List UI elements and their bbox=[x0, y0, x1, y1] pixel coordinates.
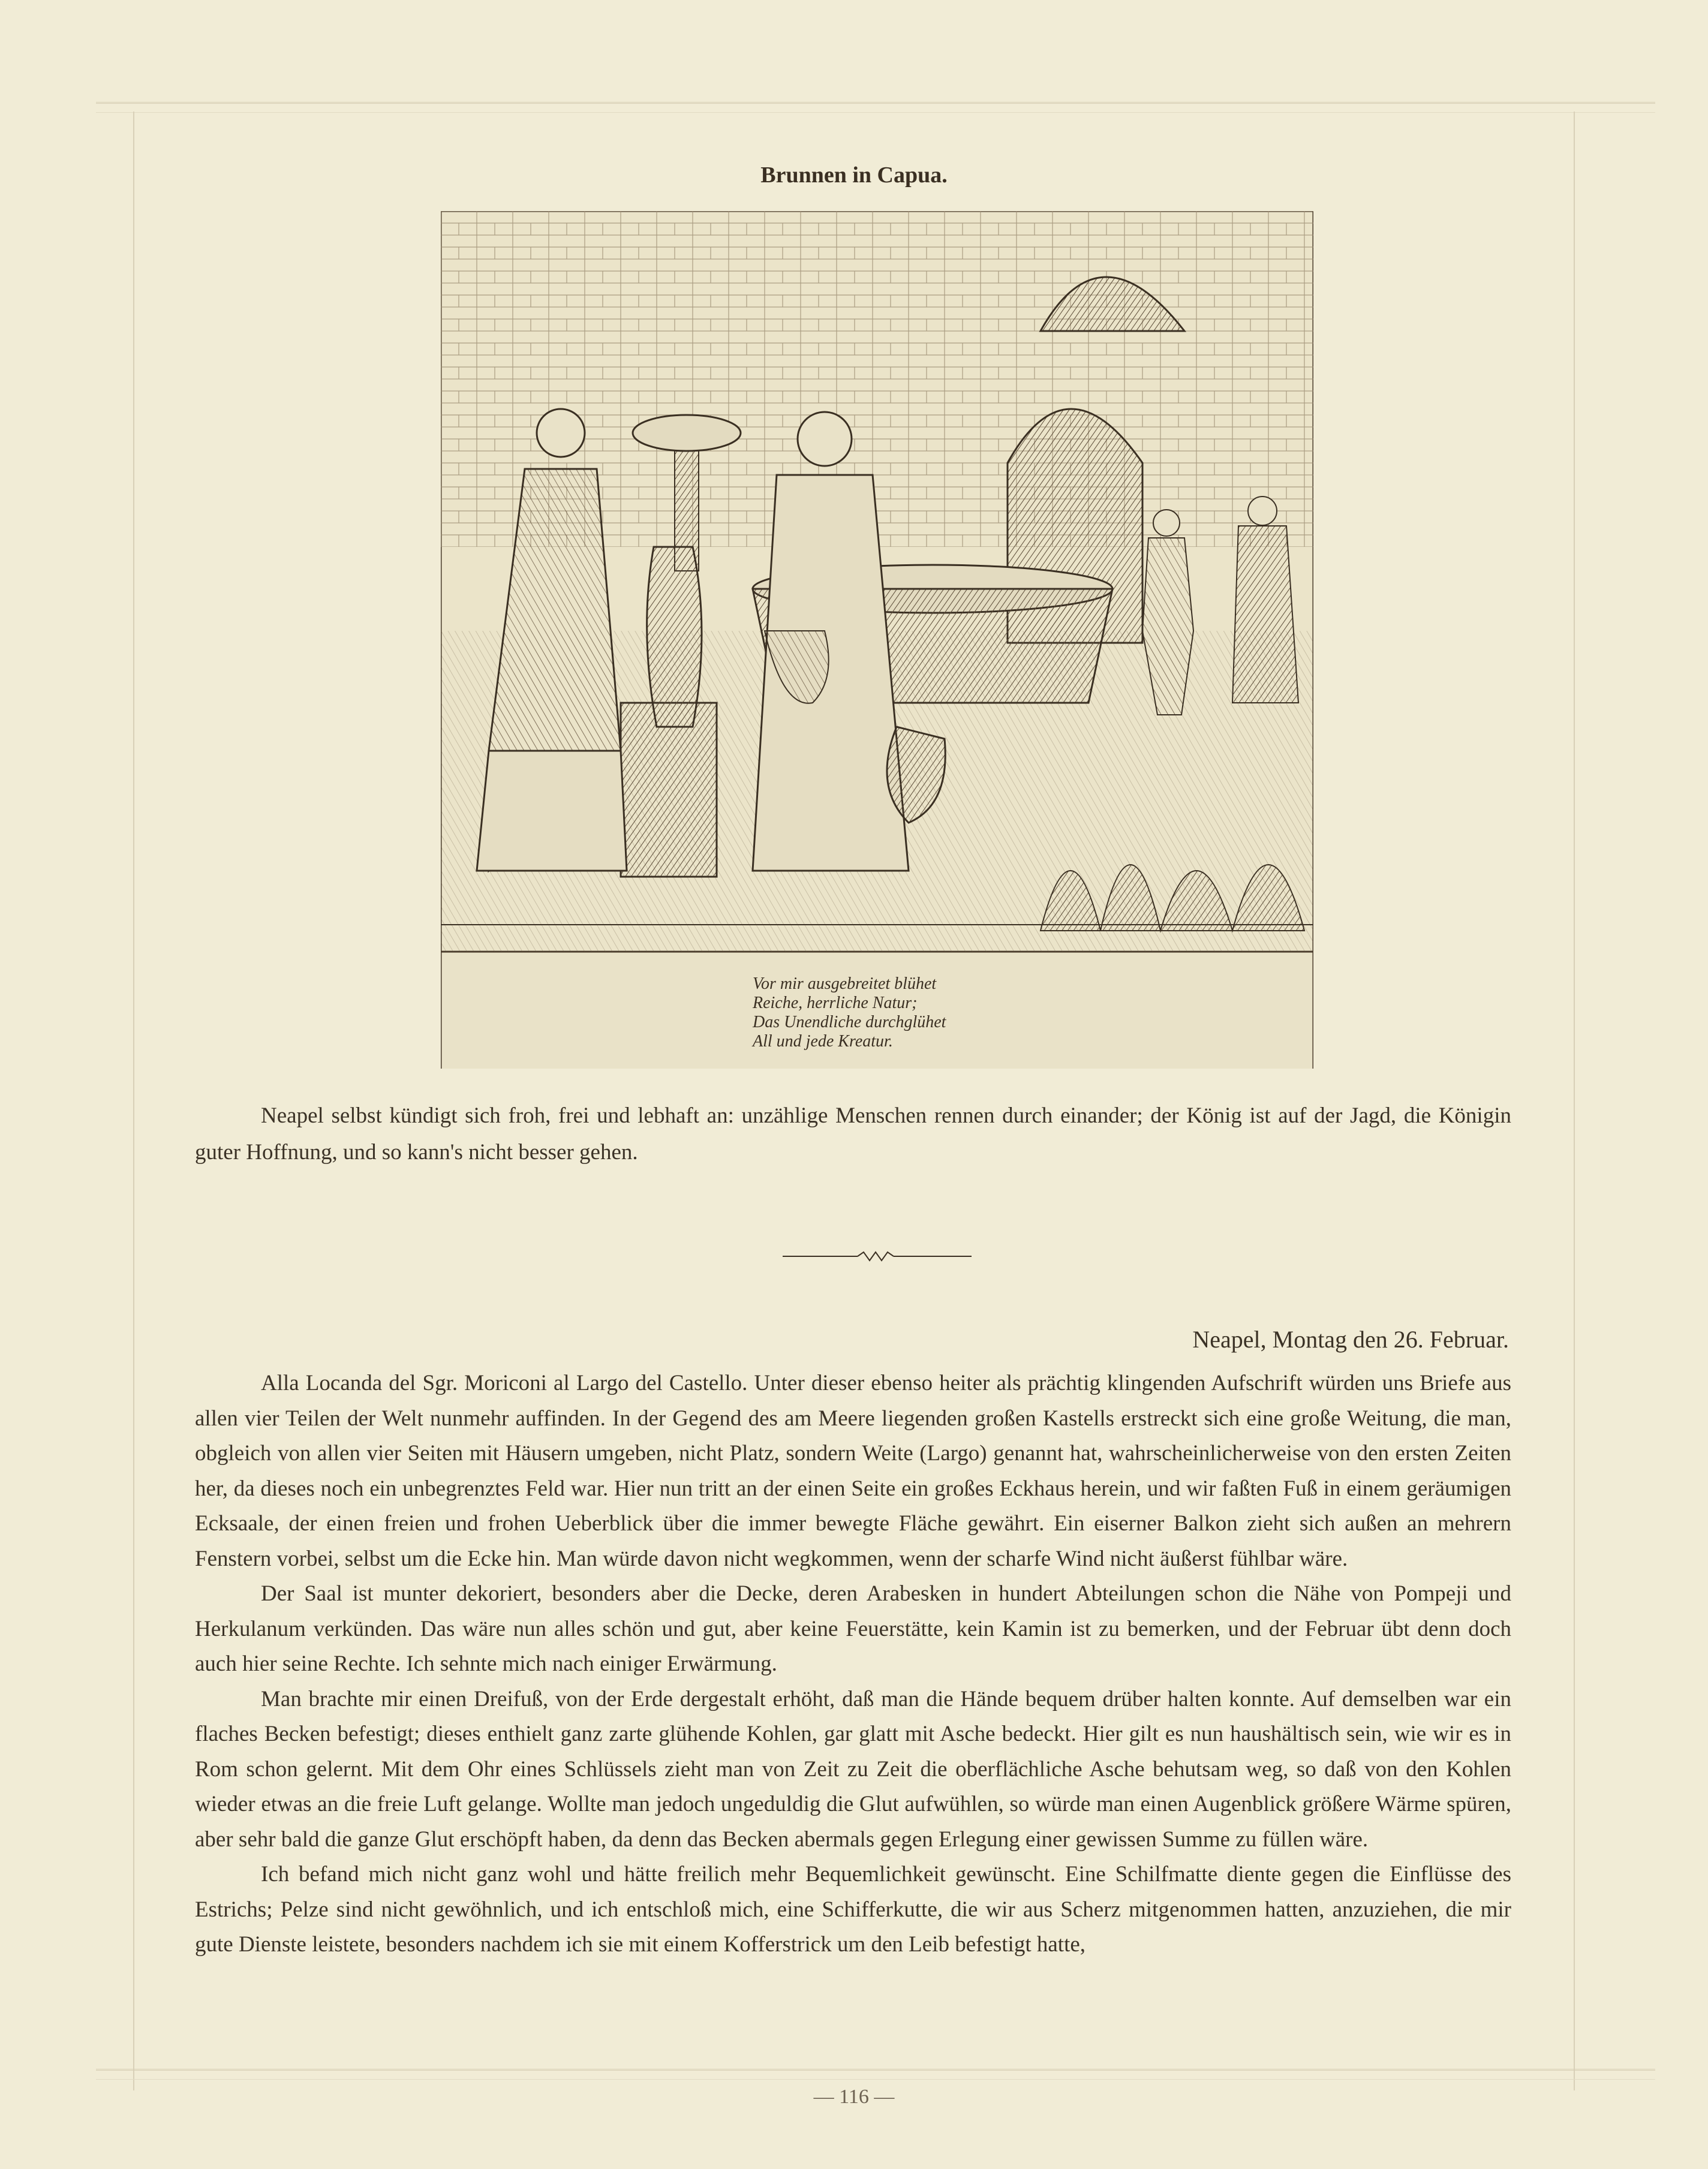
body-paragraph: Man brachte mir einen Dreifuß, von der Erde dergestalt erhöht, daß man die Hände bequem drüber halten konnte. Auf demselben war ein flaches Becken befestigt; dieses enthielt ganz zarte glühende Kohlen, gar glatt mit Asche bedeckt. Hier gilt es nun haushältisch sein, wie wir es in Rom schon gelernt. Mit dem Ohr eines Schlüssels zieht man von Zeit zu Zeit die oberflächliche Asche behutsam weg, so daß von den Kohlen wieder etwas an die freie Luft gelange. Wollte man jedoch ungeduldig die Glut aufwühlen, so würde man einen Augenblick größere Wärme spüren, aber sehr bald die ganze Glut erschöpft haben, da denn das Becken abermals gegen Erlegung einer gewissen Summe zu füllen wäre. bbox=[195, 1686, 1511, 1852]
poem-line: All und jede Kreatur. bbox=[753, 1032, 893, 1051]
page-number: — 116 — bbox=[813, 2086, 895, 2108]
letter-body bbox=[195, 1366, 1511, 1963]
poem-line: Das Unendliche durchglühet bbox=[753, 1013, 946, 1031]
body-paragraph: Ich befand mich nicht ganz wohl und hätte freilich mehr Bequemlichkeit gewünscht. Eine Schilfmatte diente gegen die Einflüsse des Estrichs; Pelze sind nicht gewöhnlich, und ich entschloß mich, eine Schifferkutte, die wir aus Scherz mitgenommen hatten, anzuziehen, die mir gute Dienste leistete, besonders nachdem ich sie mit einem Kofferstrick um den Leib befestigt hatte, bbox=[195, 1862, 1511, 1957]
illustration-caption: Brunnen in Capua. bbox=[760, 163, 948, 188]
engraving-poem bbox=[753, 974, 1053, 1051]
poem-line: Vor mir ausgebreitet blühet bbox=[753, 974, 937, 993]
dateline: Neapel, Montag den 26. Februar. bbox=[1192, 1326, 1509, 1353]
bottom-border-rule bbox=[96, 2069, 1655, 2080]
body-paragraph: Der Saal ist munter dekoriert, besonders aber die Decke, deren Arabesken in hundert Abteilungen schon die Nähe von Pompeji und Herkulanum verkünden. Das wäre nun alles schön und gut, aber keine Feuerstätte, kein Kamin ist zu bemerken, und der Februar übt denn doch auch hier seine Rechte. Ich sehnte mich nach einiger Erwärmung. bbox=[195, 1581, 1511, 1676]
fountain-engraving bbox=[441, 211, 1313, 1069]
poem-line: Reiche, herrliche Natur; bbox=[753, 994, 918, 1012]
body-paragraph: Alla Locanda del Sgr. Moriconi al Largo del Castello. Unter dieser ebenso heiter als prächtig klingenden Aufschrift würden uns Briefe aus allen vier Teilen der Welt nunmehr auffinden. In der Gegend des am Meere liegenden großen Kastells erstreckt sich eine große Weitung, die man, obgleich von allen vier Seiten mit Häusern umgeben, nicht Platz, sondern Weite (Largo) genannt hat, wahrscheinlicherweise von den ersten Zeiten her, da dieses noch ein unbegrenztes Feld war. Hier nun tritt an der einen Seite ein großes Eckhaus herein, und wir faßten Fuß in einem geräumigen Ecksaale, der einen freien und frohen Ueberblick über die immer bewegte Fläche gewährt. Ein eiserner Balkon zieht sich außen an mehrern Fenstern vorbei, selbst um die Ecke hin. Man würde davon nicht wegkommen, wenn der scharfe Wind nicht äußerst fühlbar wäre. bbox=[195, 1371, 1511, 1571]
intro-paragraph: Neapel selbst kündigt sich froh, frei und lebhaft an: unzählige Menschen rennen durch einander; der König ist auf der Jagd, die Königin guter Hoffnung, und so kann's nicht besser gehen. bbox=[195, 1103, 1511, 1165]
ornamental-divider bbox=[783, 1247, 972, 1265]
